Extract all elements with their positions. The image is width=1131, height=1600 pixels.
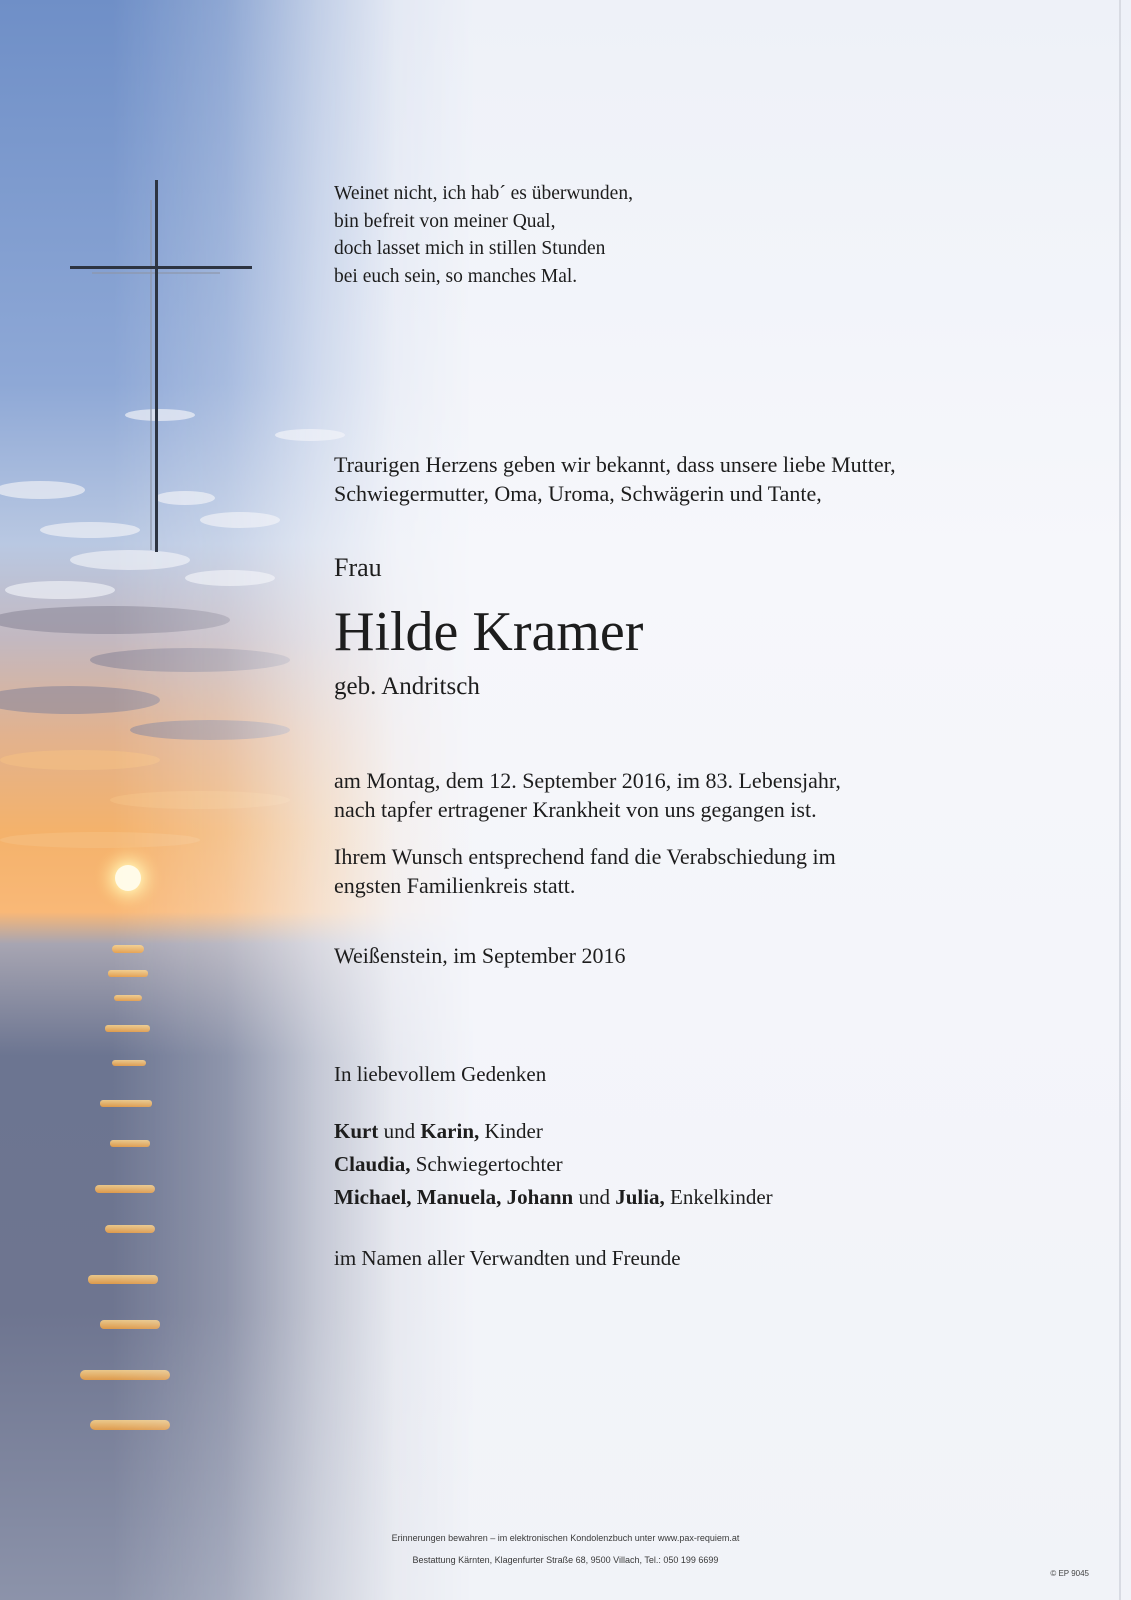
template-code: © EP 9045 [1050, 1569, 1089, 1578]
mourner-name: Karin, [420, 1119, 480, 1143]
deceased-name: Hilde Kramer [334, 601, 644, 663]
closing-line: im Namen aller Verwandten und Freunde [334, 1246, 681, 1270]
cross-shadow-vertical [150, 200, 152, 550]
poem: Weinet nicht, ich hab´ es überwunden, bin befreit von meiner Qual, doch lasset mich in stillen Stunden bei euch sein, so manches Mal. [334, 183, 633, 287]
mourner-conjunction: und [378, 1119, 421, 1143]
mourner-line [334, 1181, 773, 1214]
deceased-title: Frau [334, 553, 382, 582]
page-edge [1119, 0, 1121, 1600]
mourner-name: Kurt [334, 1119, 379, 1143]
announcement-text: Traurigen Herzens geben wir bekannt, dass unsere liebe Mutter, Schwiegermutter, Oma, Uroma, Schwägerin und Tante, [334, 452, 896, 506]
cross-icon [70, 180, 252, 552]
mourner-relation: Kinder [479, 1119, 543, 1143]
cross-horizontal-bar [70, 266, 252, 269]
mourner-line [334, 1115, 773, 1148]
mourners-list [334, 1115, 773, 1214]
memory-line: In liebevollem Gedenken [334, 1062, 547, 1086]
farewell-note: Ihrem Wunsch entsprechend fand die Verabschiedung im engsten Familienkreis statt. [334, 844, 836, 898]
mourner-relation: Enkelkinder [664, 1185, 773, 1209]
footer-address-line: Bestattung Kärnten, Klagenfurter Straße 68, 9500 Villach, Tel.: 050 199 6699 [412, 1555, 719, 1565]
mourner-name: Claudia, [334, 1152, 411, 1176]
mourner-name: Michael, Manuela, Johann [334, 1185, 574, 1209]
mourner-relation: Schwiegertochter [410, 1152, 563, 1176]
footer-condolence-line: Erinnerungen bewahren – im elektronischen Kondolenzbuch unter www.pax-requiem.at [391, 1533, 740, 1543]
mourner-line [334, 1148, 773, 1181]
place-date: Weißenstein, im September 2016 [334, 943, 626, 968]
mourner-name: Julia, [615, 1185, 665, 1209]
death-notice: am Montag, dem 12. September 2016, im 83. Lebensjahr, nach tapfer ertragener Krankheit von uns gegangen ist. [334, 768, 841, 822]
cross-vertical-bar [155, 180, 158, 552]
deceased-birth-name: geb. Andritsch [334, 673, 480, 700]
mourner-conjunction: und [573, 1185, 616, 1209]
